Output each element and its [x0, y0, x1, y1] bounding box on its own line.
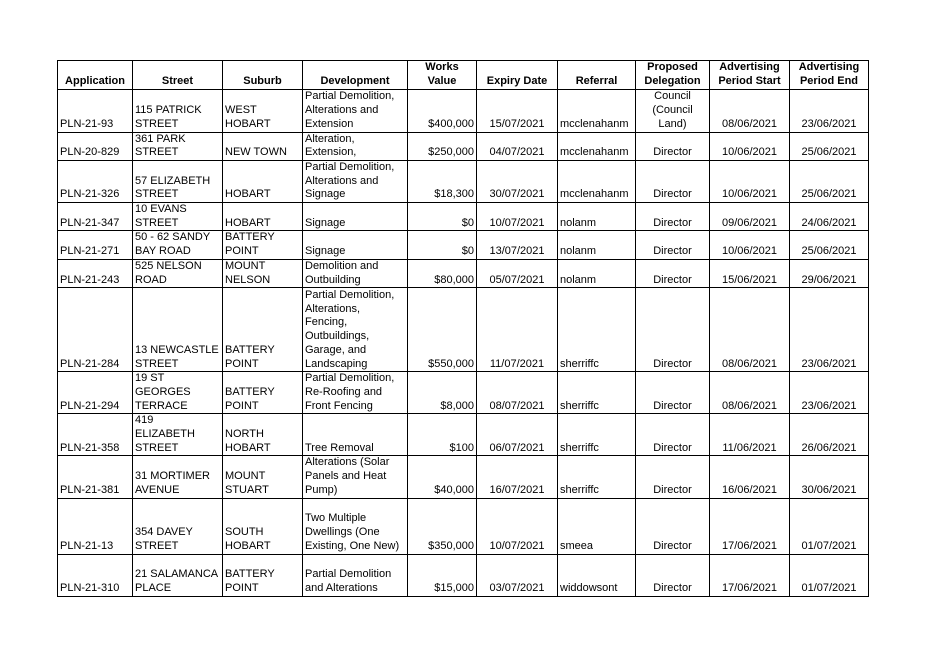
- cell-referral: nolanm: [558, 203, 636, 231]
- table-row: [58, 259, 869, 287]
- cell-referral: sherriffc: [558, 372, 636, 414]
- cell-proposed-delegation: Director: [636, 231, 710, 259]
- header-development: Development: [303, 61, 408, 90]
- cell-advertising-period-end: 24/06/2021: [790, 203, 869, 231]
- cell-proposed-delegation: Director: [636, 132, 710, 160]
- cell-works-value: $550,000: [408, 288, 477, 372]
- cell-advertising-period-end: 26/06/2021: [790, 414, 869, 456]
- cell-suburb: BATTERY POINT: [223, 372, 303, 414]
- cell-suburb: NEW TOWN: [223, 132, 303, 160]
- table-row: [58, 132, 869, 160]
- cell-advertising-period-end: 25/06/2021: [790, 231, 869, 259]
- cell-referral: smeea: [558, 498, 636, 554]
- cell-advertising-period-end: 01/07/2021: [790, 498, 869, 554]
- cell-expiry-date: 04/07/2021: [477, 132, 558, 160]
- cell-works-value: $0: [408, 231, 477, 259]
- cell-advertising-period-end: 25/06/2021: [790, 160, 869, 202]
- cell-advertising-period-end: 25/06/2021: [790, 132, 869, 160]
- cell-advertising-period-start: 17/06/2021: [710, 498, 790, 554]
- header-application: Application: [58, 61, 133, 90]
- header-works-value: Works Value: [408, 61, 477, 90]
- cell-advertising-period-start: 10/06/2021: [710, 160, 790, 202]
- cell-street: 10 EVANS STREET: [133, 203, 223, 231]
- cell-development: Demolition and Outbuilding: [303, 259, 408, 287]
- cell-works-value: $40,000: [408, 456, 477, 498]
- cell-development: Partial Demolition, Alterations and Signage: [303, 160, 408, 202]
- cell-development: Partial Demolition, Re-Roofing and Front Fencing: [303, 372, 408, 414]
- cell-advertising-period-start: 10/06/2021: [710, 231, 790, 259]
- header-referral: Referral: [558, 61, 636, 90]
- table-row: [58, 203, 869, 231]
- header-advertising-period-start: Advertising Period Start: [710, 61, 790, 90]
- cell-advertising-period-end: 23/06/2021: [790, 288, 869, 372]
- cell-proposed-delegation: Director: [636, 259, 710, 287]
- cell-development: Signage: [303, 231, 408, 259]
- cell-expiry-date: 11/07/2021: [477, 288, 558, 372]
- cell-expiry-date: 05/07/2021: [477, 259, 558, 287]
- cell-proposed-delegation: Director: [636, 498, 710, 554]
- cell-advertising-period-start: 10/06/2021: [710, 132, 790, 160]
- cell-expiry-date: 08/07/2021: [477, 372, 558, 414]
- cell-street: 13 NEWCASTLE STREET: [133, 288, 223, 372]
- header-proposed-delegation: Proposed Delegation: [636, 61, 710, 90]
- cell-suburb: NORTH HOBART: [223, 414, 303, 456]
- cell-advertising-period-end: 29/06/2021: [790, 259, 869, 287]
- cell-application: PLN-21-347: [58, 203, 133, 231]
- cell-suburb: MOUNT STUART: [223, 456, 303, 498]
- table-row: [58, 372, 869, 414]
- table-row: [58, 231, 869, 259]
- cell-development: Signage: [303, 203, 408, 231]
- cell-advertising-period-end: 30/06/2021: [790, 456, 869, 498]
- cell-advertising-period-start: 08/06/2021: [710, 288, 790, 372]
- cell-advertising-period-start: 09/06/2021: [710, 203, 790, 231]
- cell-proposed-delegation: Director: [636, 554, 710, 596]
- cell-proposed-delegation: Director: [636, 372, 710, 414]
- cell-expiry-date: 10/07/2021: [477, 498, 558, 554]
- header-suburb: Suburb: [223, 61, 303, 90]
- cell-application: PLN-21-93: [58, 90, 133, 132]
- cell-proposed-delegation: Council (Council Land): [636, 90, 710, 132]
- cell-application: PLN-20-829: [58, 132, 133, 160]
- table-header-row: [58, 61, 869, 90]
- table-row: [58, 498, 869, 554]
- cell-proposed-delegation: Director: [636, 288, 710, 372]
- cell-expiry-date: 15/07/2021: [477, 90, 558, 132]
- cell-development: Partial Demolition, Alterations, Fencing, Outbuildings, Garage, and Landscaping: [303, 288, 408, 372]
- cell-advertising-period-end: 23/06/2021: [790, 90, 869, 132]
- cell-street: 115 PATRICK STREET: [133, 90, 223, 132]
- cell-development: Alterations (Solar Panels and Heat Pump): [303, 456, 408, 498]
- cell-works-value: $8,000: [408, 372, 477, 414]
- cell-expiry-date: 16/07/2021: [477, 456, 558, 498]
- cell-street: 525 NELSON ROAD: [133, 259, 223, 287]
- cell-application: PLN-21-284: [58, 288, 133, 372]
- cell-referral: mcclenahanm: [558, 132, 636, 160]
- cell-development: Partial Demolition and Alterations: [303, 554, 408, 596]
- cell-advertising-period-end: 01/07/2021: [790, 554, 869, 596]
- cell-application: PLN-21-326: [58, 160, 133, 202]
- cell-works-value: $18,300: [408, 160, 477, 202]
- cell-suburb: MOUNT NELSON: [223, 259, 303, 287]
- cell-works-value: $15,000: [408, 554, 477, 596]
- cell-expiry-date: 13/07/2021: [477, 231, 558, 259]
- cell-advertising-period-start: 16/06/2021: [710, 456, 790, 498]
- cell-application: PLN-21-13: [58, 498, 133, 554]
- cell-development: Tree Removal: [303, 414, 408, 456]
- cell-development: Alteration, Extension,: [303, 132, 408, 160]
- cell-suburb: BATTERY POINT: [223, 288, 303, 372]
- cell-works-value: $100: [408, 414, 477, 456]
- cell-suburb: HOBART: [223, 160, 303, 202]
- cell-referral: mcclenahanm: [558, 90, 636, 132]
- table-row: [58, 160, 869, 202]
- cell-referral: nolanm: [558, 231, 636, 259]
- cell-street: 57 ELIZABETH STREET: [133, 160, 223, 202]
- cell-application: PLN-21-381: [58, 456, 133, 498]
- cell-suburb: SOUTH HOBART: [223, 498, 303, 554]
- cell-works-value: $250,000: [408, 132, 477, 160]
- cell-works-value: $400,000: [408, 90, 477, 132]
- cell-application: PLN-21-358: [58, 414, 133, 456]
- cell-application: PLN-21-271: [58, 231, 133, 259]
- cell-street: 31 MORTIMER AVENUE: [133, 456, 223, 498]
- cell-advertising-period-start: 11/06/2021: [710, 414, 790, 456]
- cell-referral: mcclenahanm: [558, 160, 636, 202]
- table-row: [58, 456, 869, 498]
- cell-development: Partial Demolition, Alterations and Extension: [303, 90, 408, 132]
- cell-proposed-delegation: Director: [636, 203, 710, 231]
- cell-proposed-delegation: Director: [636, 160, 710, 202]
- cell-advertising-period-start: 15/06/2021: [710, 259, 790, 287]
- cell-advertising-period-start: 08/06/2021: [710, 372, 790, 414]
- cell-works-value: $350,000: [408, 498, 477, 554]
- cell-proposed-delegation: Director: [636, 456, 710, 498]
- table-body: [58, 90, 869, 596]
- cell-referral: sherriffc: [558, 414, 636, 456]
- cell-suburb: BATTERY POINT: [223, 231, 303, 259]
- cell-referral: sherriffc: [558, 288, 636, 372]
- cell-expiry-date: 06/07/2021: [477, 414, 558, 456]
- table-row: [58, 288, 869, 372]
- cell-street: 361 PARK STREET: [133, 132, 223, 160]
- cell-proposed-delegation: Director: [636, 414, 710, 456]
- applications-table: [57, 60, 869, 597]
- cell-expiry-date: 03/07/2021: [477, 554, 558, 596]
- cell-suburb: HOBART: [223, 203, 303, 231]
- cell-referral: sherriffc: [558, 456, 636, 498]
- cell-advertising-period-end: 23/06/2021: [790, 372, 869, 414]
- cell-street: 354 DAVEY STREET: [133, 498, 223, 554]
- table-row: [58, 90, 869, 132]
- cell-referral: widdowsont: [558, 554, 636, 596]
- cell-street: 21 SALAMANCA PLACE: [133, 554, 223, 596]
- cell-expiry-date: 30/07/2021: [477, 160, 558, 202]
- cell-street: 19 ST GEORGES TERRACE: [133, 372, 223, 414]
- cell-suburb: WEST HOBART: [223, 90, 303, 132]
- cell-application: PLN-21-310: [58, 554, 133, 596]
- cell-street: 50 - 62 SANDY BAY ROAD: [133, 231, 223, 259]
- header-advertising-period-end: Advertising Period End: [790, 61, 869, 90]
- cell-advertising-period-start: 08/06/2021: [710, 90, 790, 132]
- cell-street: 419 ELIZABETH STREET: [133, 414, 223, 456]
- table-row: [58, 554, 869, 596]
- cell-application: PLN-21-243: [58, 259, 133, 287]
- cell-advertising-period-start: 17/06/2021: [710, 554, 790, 596]
- header-expiry-date: Expiry Date: [477, 61, 558, 90]
- cell-works-value: $0: [408, 203, 477, 231]
- cell-development: Two Multiple Dwellings (One Existing, One New): [303, 498, 408, 554]
- header-street: Street: [133, 61, 223, 90]
- cell-expiry-date: 10/07/2021: [477, 203, 558, 231]
- cell-works-value: $80,000: [408, 259, 477, 287]
- cell-referral: nolanm: [558, 259, 636, 287]
- cell-application: PLN-21-294: [58, 372, 133, 414]
- table-row: [58, 414, 869, 456]
- cell-suburb: BATTERY POINT: [223, 554, 303, 596]
